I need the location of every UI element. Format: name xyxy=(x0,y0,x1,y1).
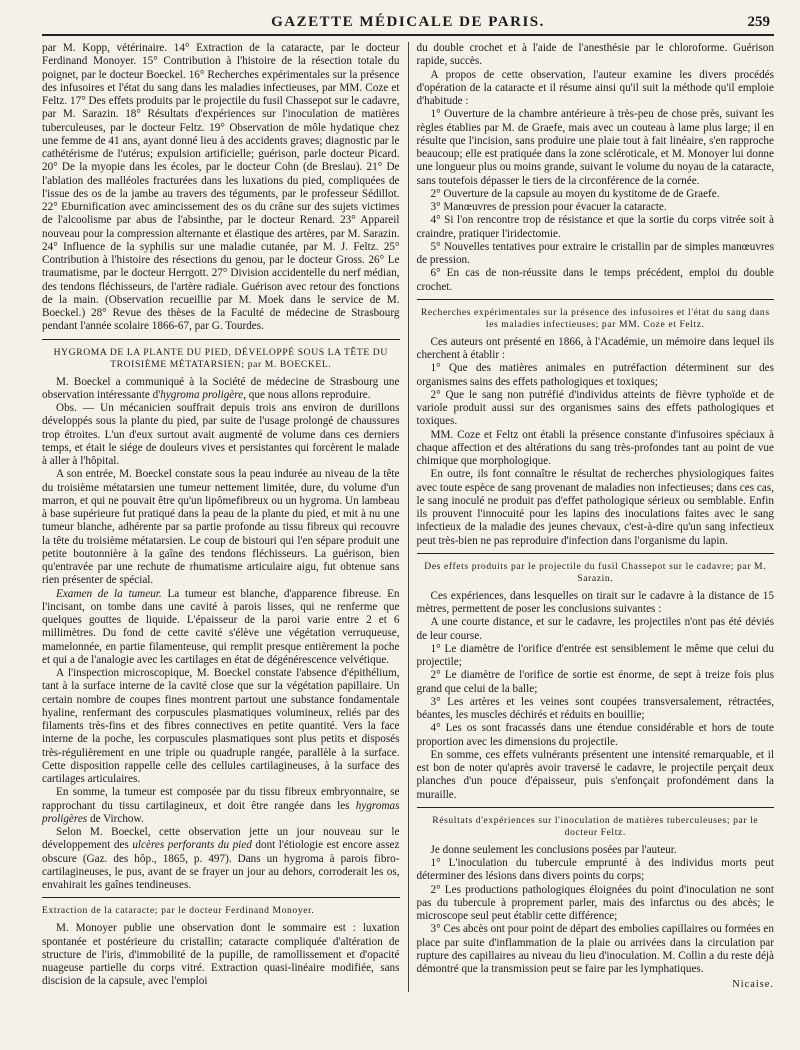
paragraph: En somme, la tumeur est composée par du tissu fibreux embryonnaire, se rapprochant du tissu cartilagineux, et doit être rangée dans les hygromas proligères de Virchow. xyxy=(42,786,400,825)
list-item: 2° Que le sang non putréfié d'individus atteints de fièvre typhoïde et de variole produit aussi sur des organismes sains des effets pathologiques et toxiques. xyxy=(416,388,774,428)
journal-title: GAZETTE MÉDICALE DE PARIS. xyxy=(271,14,545,30)
section-title: Recherches expérimentales sur la présence des infusoires et l'état du sang dans les maladies infectieuses; par MM. Coze et Feltz. xyxy=(420,306,770,330)
paragraph: Selon M. Boeckel, cette observation jette un jour nouveau sur le développement des ulcères perforants du pied dont l'étiologie est encore assez obscure (Gaz. des hôp., 1865, p. 497). Dans un hygroma à parois fibro-cartilagineuses, le pus, avant de se frayer un jour au dehors, corroderait les os, envahirait les gaînes tendineuses. xyxy=(42,826,400,891)
list-item: 1° Le diamètre de l'orifice d'entrée est sensiblement le même que celui du projectile; xyxy=(416,642,774,668)
list-item: 3° Ces abcès ont pour point de départ des embolies capillaires ou formées en place par suite d'inflammation de la plaie ou arrivées dans la circulation par rupture des capillaires au niveau du lieu d'inoculation. M. Collin a du reste déjà démontré que la transmission peut se faire par les lymphatiques. xyxy=(416,923,774,975)
page-number: 259 xyxy=(747,14,770,30)
list-item: 4° Les os sont fracassés dans une étendue considérable et hors de toute proportion avec les dimensions du projectile. xyxy=(416,722,774,748)
section-title: Des effets produits par le projectile du fusil Chassepot sur le cadavre; par M. Sarazin. xyxy=(424,560,767,584)
left-column xyxy=(42,42,408,992)
section-title: HYGROMA DE LA PLANTE DU PIED, DÉVELOPPÉ SOUS LA TÊTE DU TROISIÈME MÉTATARSIEN; par M. BOECKEL. xyxy=(53,346,388,370)
paragraph: A son entrée, M. Boeckel constate sous la peau indurée au niveau de la tête du troisième métatarsien une tumeur nettement limitée, dure, du volume d'un marron, et qui ne pouvait être qu'un lipômefibreux ou un hygroma. Un lambeau à base supérieure fut pratiqué dans la peau de la plante du pied, et mit à nu une tumeur blanche, adhérente par sa partie profonde au tissu fibreux qui recouvre la tête du troisième métatarsien. Le coup de bistouri qui l'en sépare produit une petite boutonnière à la gaîne des tendons fléchisseurs. La guérison, bien qu'entravée par une rechute de rhumatisme articulaire aigu, fut obtenue sans rien présenter de spécial. xyxy=(42,468,400,587)
page-header xyxy=(42,14,774,36)
paragraph: du double crochet et à l'aide de l'anesthésie par le chloroforme. Guérison rapide, succès. xyxy=(416,42,774,68)
list-item: 3° Manœuvres de pression pour évacuer la cataracte. xyxy=(430,201,667,213)
divider xyxy=(42,897,400,898)
list-item: 2° Ouverture de la capsule au moyen du kystitome de de Graefe. xyxy=(430,187,720,200)
paragraph: Je donne seulement les conclusions posées par l'auteur. xyxy=(430,843,677,856)
divider xyxy=(417,807,775,808)
list-item: 2° Le diamètre de l'orifice de sortie est énorme, de sept à treize fois plus grand que celui de la balle; xyxy=(416,669,774,695)
paragraph: Ces expériences, dans lesquelles on tirait sur le cadavre à la distance de 15 mètres, permettent de poser les conclusions suivantes : xyxy=(416,589,774,615)
author-signature: Nicaise. xyxy=(732,979,774,991)
paragraph: En outre, ils font connaître le résultat de recherches physiologiques faites avec toute espèce de sang provenant de maladies non infectieuses; dans ces cas, le sang inoculé ne produit pas d'effet pathologique sérieux ou semblable. Enfin ils prouvent l'innocuité pour les lapins des inoculations faites avec le sang infectieux de la maladie des jeunes chevaux, c'est-à-dire qu'un sang infectieux peut très-bien ne pas reproduire d'infection dans l'organisme du lapin. xyxy=(416,468,774,547)
paragraph: Obs. — Un mécanicien souffrait depuis trois ans environ de durillons développés sous la plante du pied, par suite de l'usage prolongé de chaussures trop étroites. L'un d'eux surtout avait augmenté de volume dans ces derniers temps, et était le siége de douleurs vives et persistantes qui forcèrent le malade à aller à l'hôpital. xyxy=(42,402,400,467)
paragraph: A l'inspection microscopique, M. Boeckel constate l'absence d'épithélium, tant à la surface interne de la cavité close que sur la végétation papillaire. Un certain nombre de coupes fines montrent partout une substance fondamentale hyaline, renfermant des corpuscules plasmatiques volumineux, reliés par des filaments très-fins et des fibres connectives en petite quantité. Vers la face interne de la poche, les corpuscules plasmatiques sont plus petits et disposés très-régulièrement en une triple ou quadruple rangée, parallèle à la surface. Cette disposition rappelle celle des cellules cartilagineuses, à la surface des cartilages articulaires. xyxy=(42,667,400,785)
list-item: 5° Nouvelles tentatives pour extraire le cristallin par de simples manœuvres de pression. xyxy=(416,240,774,266)
paragraph: Ces auteurs ont présenté en 1866, à l'Académie, un mémoire dans lequel ils cherchent à établir : xyxy=(416,335,774,361)
paragraph: A propos de cette observation, l'auteur examine les divers procédés d'opération de la cataracte et il résume ainsi qu'il suit la méthode qu'il emploie d'habitude : xyxy=(416,68,774,107)
list-item: 6° En cas de non-réussite dans le temps précédent, emploi du double crochet. xyxy=(416,267,774,293)
right-column xyxy=(408,42,775,992)
list-item: 4° Si l'on rencontre trop de résistance et que la sortie du corps vitrée soit à craindre, pratiquer l'iridectomie. xyxy=(416,214,774,240)
section-title: Résultats d'expériences sur l'inoculation de matières tuberculeuses; par le docteur Feltz. xyxy=(432,814,759,838)
list-item: 1° Que des matières animales en putréfaction déterminent sur des organismes sains des effets pathologiques et toxiques; xyxy=(416,362,774,388)
section-title: Extraction de la cataracte; par le docteur Ferdinand Monoyer. xyxy=(42,905,315,917)
paragraph: MM. Coze et Feltz ont établi la présence constante d'infusoires spéciaux à chaque affection et des altérations du sang très-profondes tant au point de vue chimique que morphologique. xyxy=(416,428,774,467)
paragraph: A une courte distance, et sur le cadavre, les projectiles n'ont pas été déviés de leur course. xyxy=(416,616,774,642)
list-item: 1° Ouverture de la chambre antérieure à très-peu de chose près, suivant les règles établies par M. de Graefe, mais avec un couteau à lame plus large; il en résulte que l'incision, sans produire une plaie tout à fait linéaire, s'en rapproche beaucoup; elle est pratiquée dans la zone scléroticale, et M. Monoyer lui donne une longueur plus ou moins grande, suivant le volume du noyau de la cataracte, sans toutefois dépasser le tiers de la circonférence de la cornée. xyxy=(416,108,774,187)
paragraph: M. Monoyer publie une observation dont le sommaire est : luxation spontanée et postérieure du cristallin; cataracte compliquée d'altération de structure de l'iris, d'immobilité de la pupille, de ramollissement et d'opacité nuageuse partielle du corps vitré. Extraction quasi-linéaire modifiée, sans discision de la capsule, avec l'emploi xyxy=(42,922,400,988)
divider xyxy=(42,339,400,340)
paragraph: par M. Kopp, vétérinaire. 14° Extraction de la cataracte, par le docteur Ferdinand Monoyer. 15° Contribution à l'histoire de la résection totale du poignet, par le docteur Boeckel. 16° Recherches expérimentales sur la présence des infusoires et l'état du sang dans les maladies infectieuses, par MM. Coze et Feltz. 17° Des effets produits par le projectile du fusil Chassepot sur le cadavre, par M. Sarazin. 18° Résultats d'expériences sur l'inoculation de matières tuberculeuses, par le docteur Feltz. 19° Observation de môle hydatique chez une femme de 41 ans, ayant donné lieu à des accidents graves; diagnostic par le cathétérisme de l'utérus; expulsion artificielle; guérison, parle docteur Picard. 20° De la myopie dans les écoles, par le docteur Cohn (de Breslau). 21° De l'ablation des malléoles fracturées dans les luxations du pied, compliquées de l'issue des os de la jambe au travers des téguments, par le professeur Sédillot. 22° Eburnification avec amincissement des os du crâne sur des sujets victimes de l'alcoolisme par abus de l'absinthe, par le docteur Renard. 23° Appareil nouveau pour la compression alternante et élastique des artères, par M. Sarazin. 24° Influence de la syphilis sur une maladie cutanée, par M. J. Feltz. 25° Contribution à l'histoire des résections du genou, par le docteur Gross. 26° Le traumatisme, par le docteur Herrgott. 27° Division accidentelle du nerf médian, des tendons fléchisseurs, de l'artère radiale. Guérison avec retour des fonctions de la main. (Observation recueillie par M. Moek dans le service de M. Boeckel.) 28° Revue des thèses de la Faculté de médecine de Strasbourg pendant l'année scolaire 1866-67, par G. Tourdes. xyxy=(42,42,400,333)
list-item: 3° Les artères et les veines sont coupées transversalement, rétractées, béantes, les muscles déchirés et réduits en bouillie; xyxy=(416,695,774,721)
paragraph: Examen de la tumeur. La tumeur est blanche, d'apparence fibreuse. En l'incisant, on tombe dans une cavité à parois lisses, qui ne renferme que quelques gouttes de liquide. L'épaisseur de la paroi varie entre 2 et 6 millimètres. Du fond de cette cavité s'élève une végétation verruqueuse, mamelonnée, en partie filamenteuse, qui remplit presque entièrement la poche et qui a de l'analogie avec les cartilages en état de dégénérescence velvétique. xyxy=(42,587,400,666)
paragraph: En somme, ces effets vulnérants présentent une intensité remarquable, et il est bon de noter qu'après avoir traversé le cadavre, le projectile perçait deux planches d'un pouce d'épaisseur, puis s'enfonçait profondément dans la muraille. xyxy=(416,748,774,801)
divider xyxy=(417,299,775,300)
list-item: 2° Les productions pathologiques éloignées du point d'inoculation ne sont pas du tubercule à proprement parler, mais des infarctus ou des abcès; le microscope seul peut établir cette différence; xyxy=(416,883,774,922)
paragraph: M. Boeckel a communiqué à la Société de médecine de Strasbourg une observation intéressante d'hygroma proligère, que nous allons reproduire. xyxy=(42,375,400,401)
list-item: 1° L'inoculation du tubercule emprunté à des individus morts peut déterminer des lésions dans divers points du corps; xyxy=(416,857,774,883)
divider xyxy=(417,553,775,554)
